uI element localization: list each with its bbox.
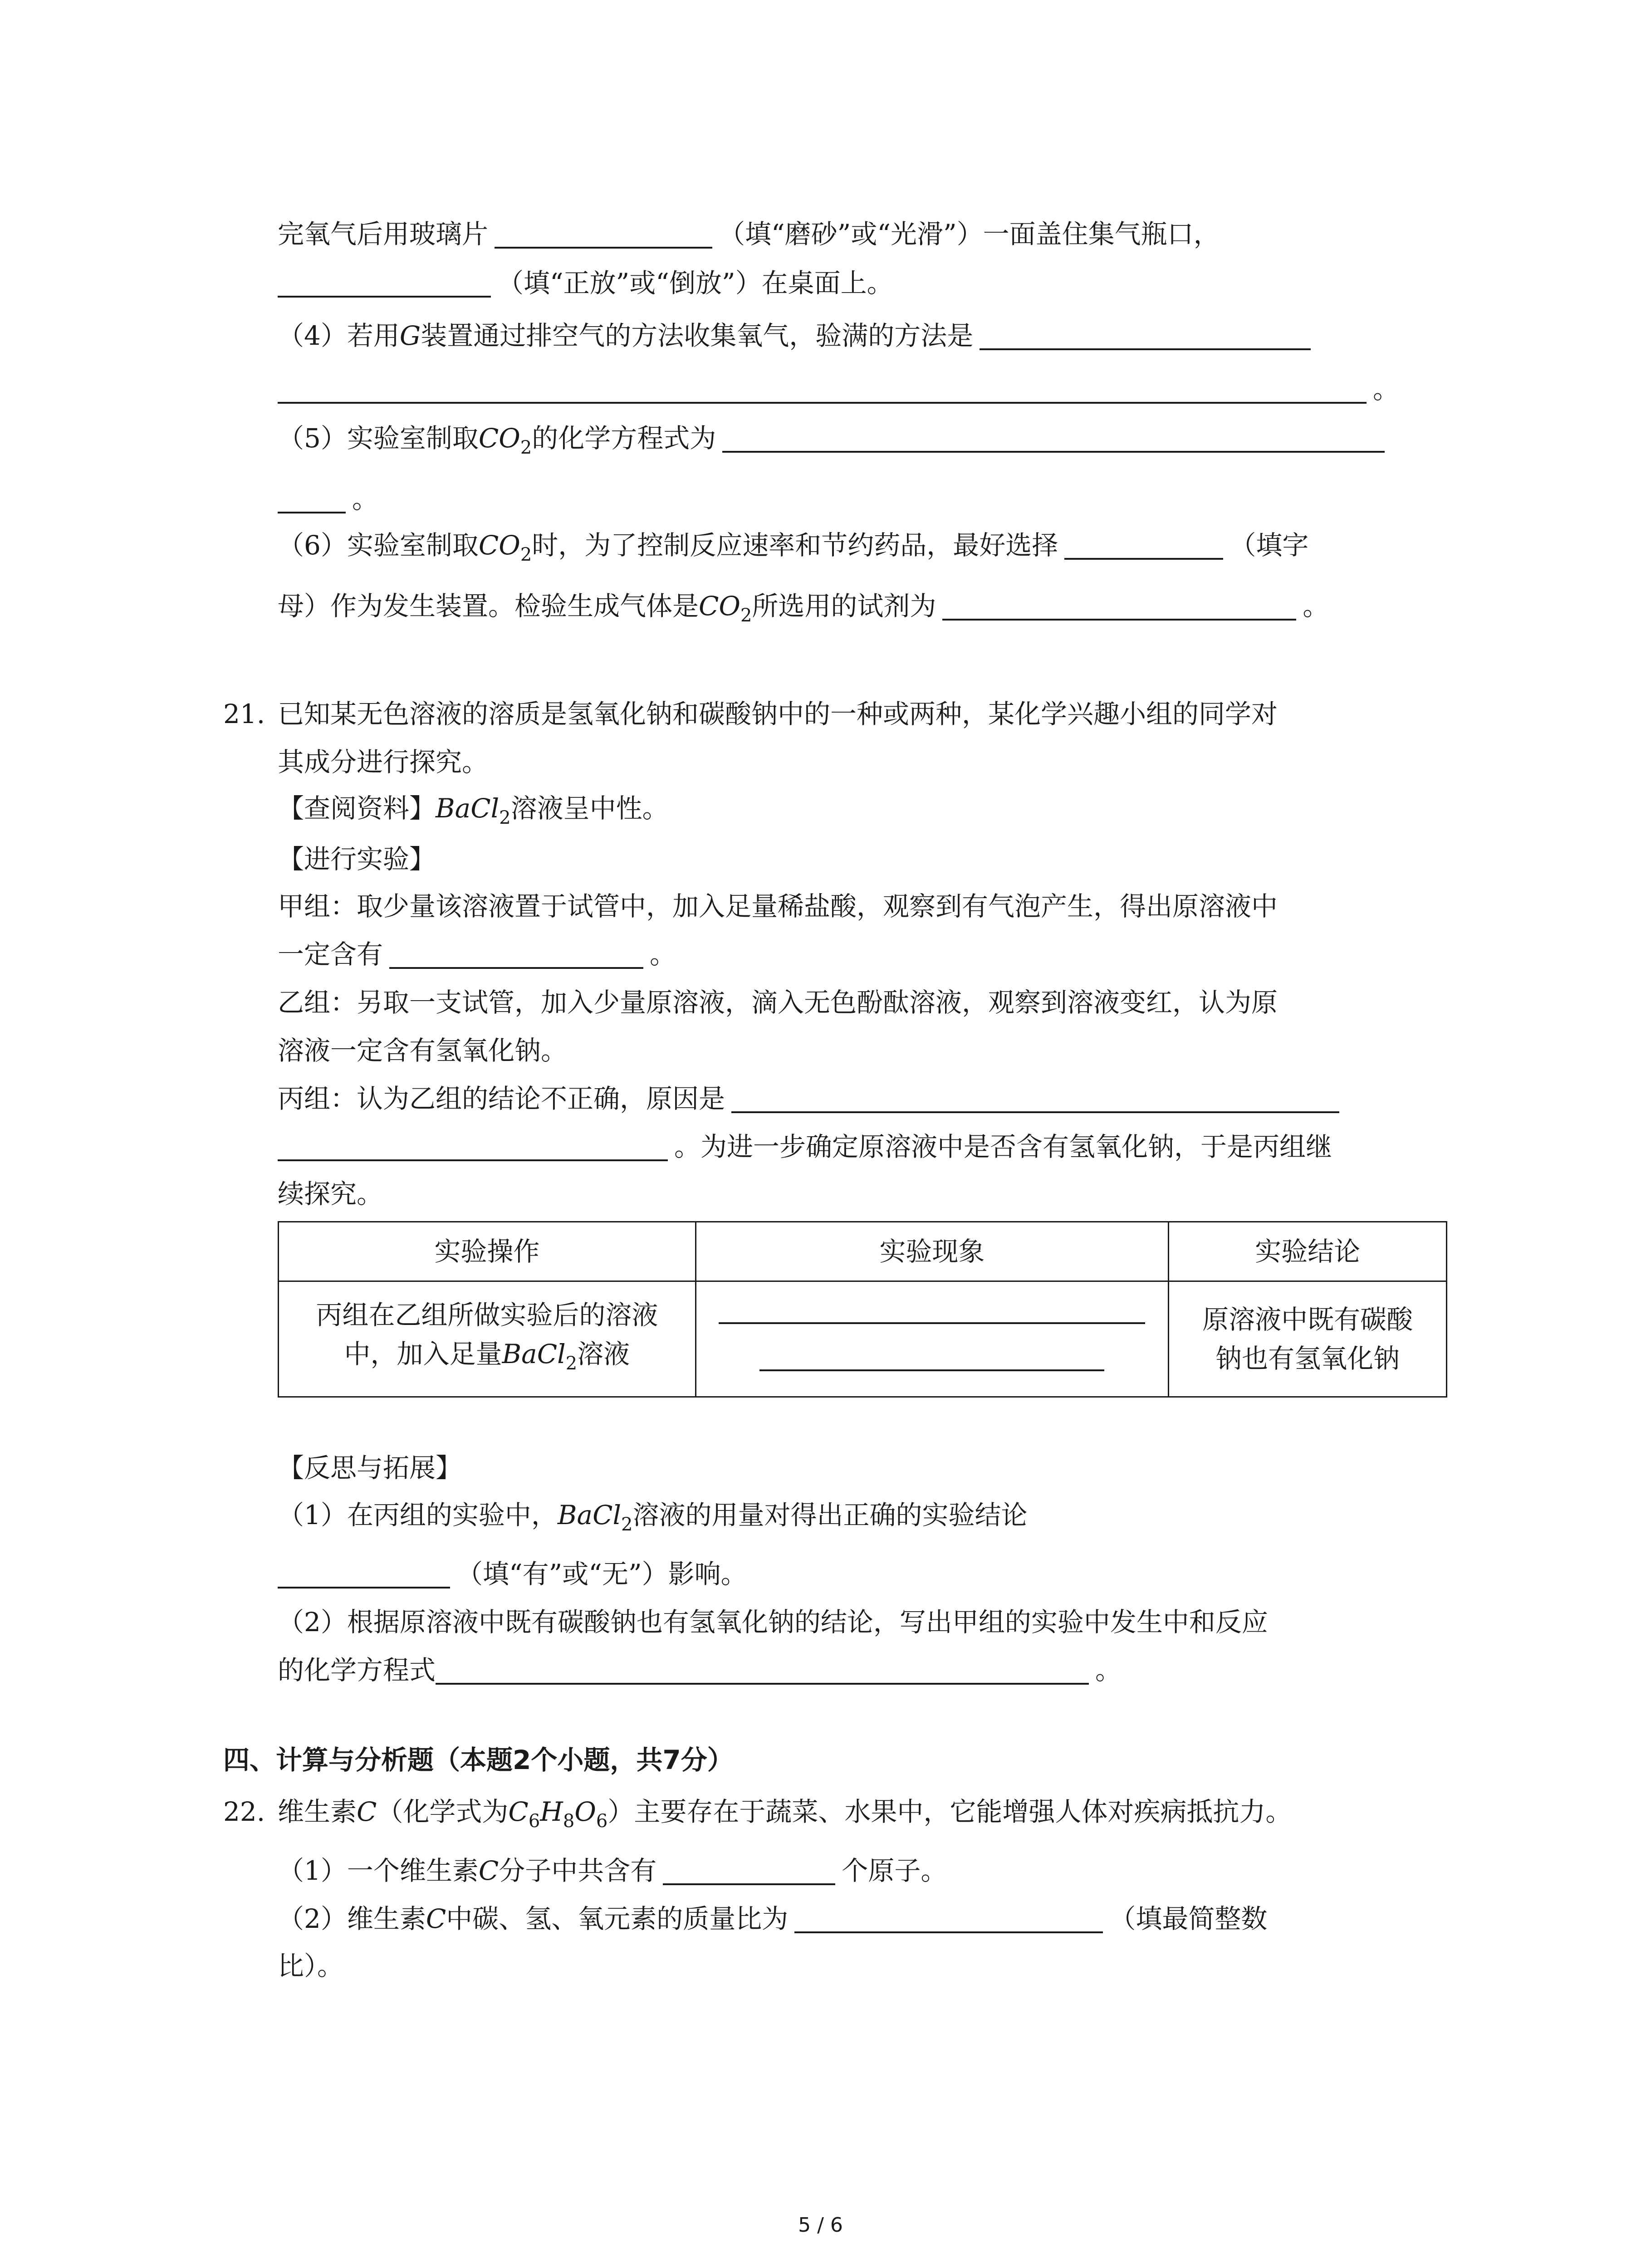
q21-reflection-3: （2）根据原溶液中既有碳酸钠也有氢氧化钠的结论，写出甲组的实验中发生中和反应 xyxy=(278,1607,1268,1637)
q21-line-8: 溶液一定含有氢氧化钠。 xyxy=(278,1035,568,1066)
header-conclusion: 实验结论 xyxy=(1169,1222,1447,1281)
q21-reflection-2: （填“有”或“无”）影响。 xyxy=(278,1556,747,1592)
answer-blank[interactable] xyxy=(278,375,1367,404)
q21-reflection-title: 【反思与拓展】 xyxy=(278,1452,462,1483)
q22-sub-3: 比）。 xyxy=(278,1950,344,1981)
answer-blank[interactable] xyxy=(278,1132,668,1161)
q21-reflection-4: 的化学方程式 。 xyxy=(278,1655,1122,1686)
q21-line-2: 其成分进行探究。 xyxy=(278,747,489,777)
page-number: 5 / 6 xyxy=(798,2214,843,2237)
cell-operation: 丙组在乙组所做实验后的溶液 中，加入足量BaCl$_2$溶液 xyxy=(279,1281,696,1397)
q20-line-7: （6）实验室制取$CO_2$时，为了控制反应速率和节约药品，最好选择 （填字 xyxy=(278,530,1309,565)
answer-blank[interactable] xyxy=(980,321,1311,350)
q21-line-9: 丙组：认为乙组的结论不正确，原因是 xyxy=(278,1080,1346,1117)
q20-line-2: （填“正放”或“倒放”）在桌面上。 xyxy=(278,265,893,301)
q21-line-6: 一定含有 。 xyxy=(278,939,676,970)
answer-blank[interactable] xyxy=(731,1084,1339,1113)
answer-blank[interactable] xyxy=(719,1320,1145,1324)
q21-reflection-1: （1）在丙组的实验中，BaCl$_2$溶液的用量对得出正确的实验结论 xyxy=(278,1500,1028,1535)
q21-number: 21. xyxy=(223,699,265,729)
q20-line-3: （4）若用G装置通过排空气的方法收集氧气，验满的方法是 xyxy=(278,318,1317,354)
q20-line-8: 母）作为发生装置。检验生成气体是$CO_2$所选用的试剂为 。 xyxy=(278,591,1329,626)
answer-blank[interactable] xyxy=(663,1856,835,1885)
q21-line-5: 甲组：取少量该溶液置于试管中，加入足量稀盐酸，观察到有气泡产生，得出原溶液中 xyxy=(278,891,1278,922)
answer-blank[interactable] xyxy=(942,591,1296,621)
q22-sub-2: （2）维生素C中碳、氢、氧元素的质量比为 （填最简整数 xyxy=(278,1903,1268,1934)
q22-line-1: 维生素C（化学式为$C_6H_8O_6$）主要存在于蔬菜、水果中，它能增强人体对疾病抵抗力。 xyxy=(278,1796,1292,1832)
answer-blank[interactable] xyxy=(722,424,1385,453)
answer-blank[interactable] xyxy=(278,484,346,513)
table-row xyxy=(279,1281,1447,1397)
answer-blank[interactable] xyxy=(389,940,643,969)
q20-line-5: （5）实验室制取$CO_2$的化学方程式为 xyxy=(278,420,1391,466)
q21-line-7: 乙组：另取一支试管，加入少量原溶液，滴入无色酚酞溶液，观察到溶液变红，认为原 xyxy=(278,987,1278,1018)
q20-line-6: 。 xyxy=(278,481,378,517)
q21-line-1: 已知某无色溶液的溶质是氢氧化钠和碳酸钠中的一种或两种，某化学兴趣小组的同学对 xyxy=(278,699,1278,729)
answer-blank[interactable] xyxy=(278,1559,450,1589)
q20-line-1: 完氧气后用玻璃片 （填“磨砂”或“光滑”）一面盖住集气瓶口， xyxy=(278,219,1220,249)
cell-phenomenon xyxy=(696,1281,1168,1397)
q22-number: 22. xyxy=(223,1796,265,1827)
answer-blank[interactable] xyxy=(1064,531,1223,560)
formula-co2: $CO_2$ xyxy=(699,591,752,626)
q21-line-4: 【进行实验】 xyxy=(278,844,436,875)
header-operation: 实验操作 xyxy=(279,1222,696,1281)
q21-line-11: 续探究。 xyxy=(278,1178,383,1209)
formula-bacl2: BaCl$_2$ xyxy=(436,793,511,828)
section-heading: 四、计算与分析题（本题2个小题，共7分） xyxy=(223,1745,734,1775)
answer-blank[interactable] xyxy=(278,269,491,298)
formula-vitamin-c: $C_6H_8O_6$ xyxy=(508,1796,608,1832)
table-header-row xyxy=(279,1222,1447,1281)
answer-blank[interactable] xyxy=(436,1656,1089,1685)
experiment-table xyxy=(278,1221,1447,1398)
formula-co2: $CO_2$ xyxy=(478,423,532,458)
q22-sub-1: （1）一个维生素C分子中共含有 个原子。 xyxy=(278,1855,947,1886)
answer-blank[interactable] xyxy=(759,1368,1104,1371)
formula-co2: $CO_2$ xyxy=(478,530,532,565)
cell-conclusion: 原溶液中既有碳酸 钠也有氢氧化钠 xyxy=(1169,1281,1447,1397)
q21-line-3: 【查阅资料】BaCl$_2$溶液呈中性。 xyxy=(278,793,669,828)
header-phenomenon: 实验现象 xyxy=(696,1222,1168,1281)
formula-bacl2: BaCl$_2$ xyxy=(502,1338,578,1374)
answer-blank[interactable] xyxy=(495,220,712,249)
q21-line-10: 。为进一步确定原溶液中是否含有氢氧化钠，于是丙组继 xyxy=(278,1129,1332,1165)
q20-line-4: 。 xyxy=(278,371,1399,407)
answer-blank[interactable] xyxy=(794,1904,1103,1933)
formula-bacl2: BaCl$_2$ xyxy=(557,1500,633,1535)
